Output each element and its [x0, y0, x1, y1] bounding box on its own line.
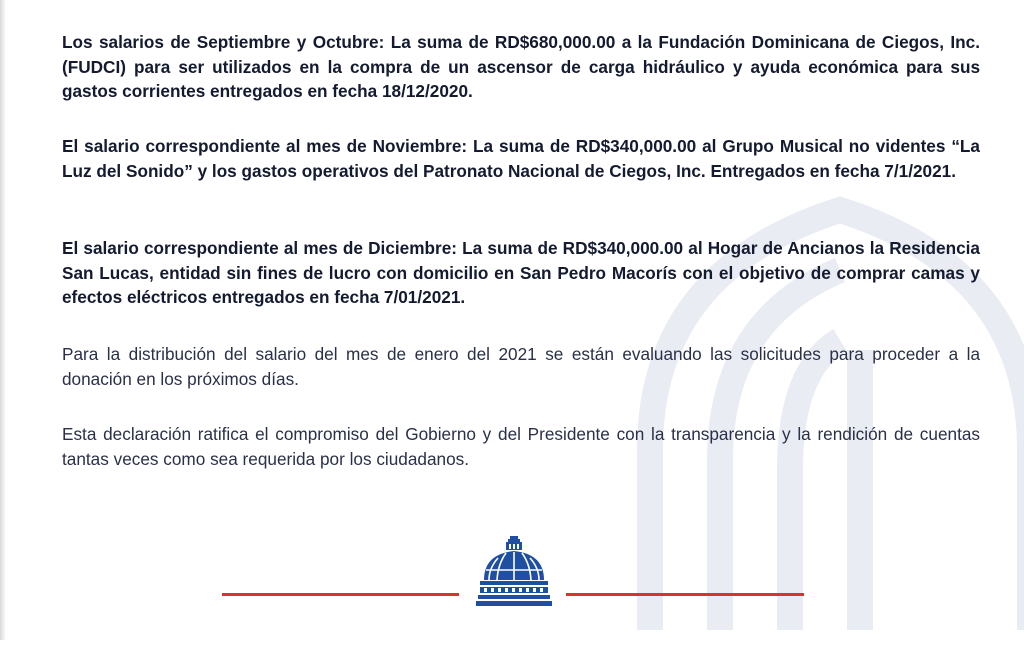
paragraph-septiembre-octubre: Los salarios de Septiembre y Octubre: La suma de RD$680,000.00 a la Fundación Dominicana de Ciegos, Inc. (FUDCI) para ser utilizados en la compra de un ascensor de carga hidráulico y ayuda económica para sus gastos corrientes entregados en fecha 18/12/2020.	[62, 32, 980, 101]
palace-dome-watermark-icon	[630, 150, 1024, 650]
page-left-edge	[0, 0, 6, 640]
paragraph-enero: Para la distribución del salario del mes de enero del 2021 se están evaluando las solicitudes para proceder a la donación en los próximos días.	[62, 344, 980, 389]
footer-line-left	[222, 593, 459, 596]
government-palace-dome-icon	[476, 536, 552, 608]
paragraph-declaracion: Esta declaración ratifica el compromiso del Gobierno y del Presidente con la transparencia y la rendición de cuentas tantas veces como sea requerida por los ciudadanos.	[62, 424, 980, 469]
paragraph-noviembre: El salario correspondiente al mes de Noviembre: La suma de RD$340,000.00 al Grupo Musical no videntes “La Luz del Sonido” y los gastos operativos del Patronato Nacional de Ciegos, Inc. Entregados en fecha 7/1/2021.	[62, 136, 980, 181]
footer-line-right	[566, 593, 804, 596]
paragraph-diciembre: El salario correspondiente al mes de Diciembre: La suma de RD$340,000.00 al Hogar de Ancianos la Residencia San Lucas, entidad sin fines de lucro con domicilio en San Pedro Macorís con el objetivo de comprar camas y efectos eléctricos entregados en fecha 7/01/2021.	[62, 238, 980, 307]
